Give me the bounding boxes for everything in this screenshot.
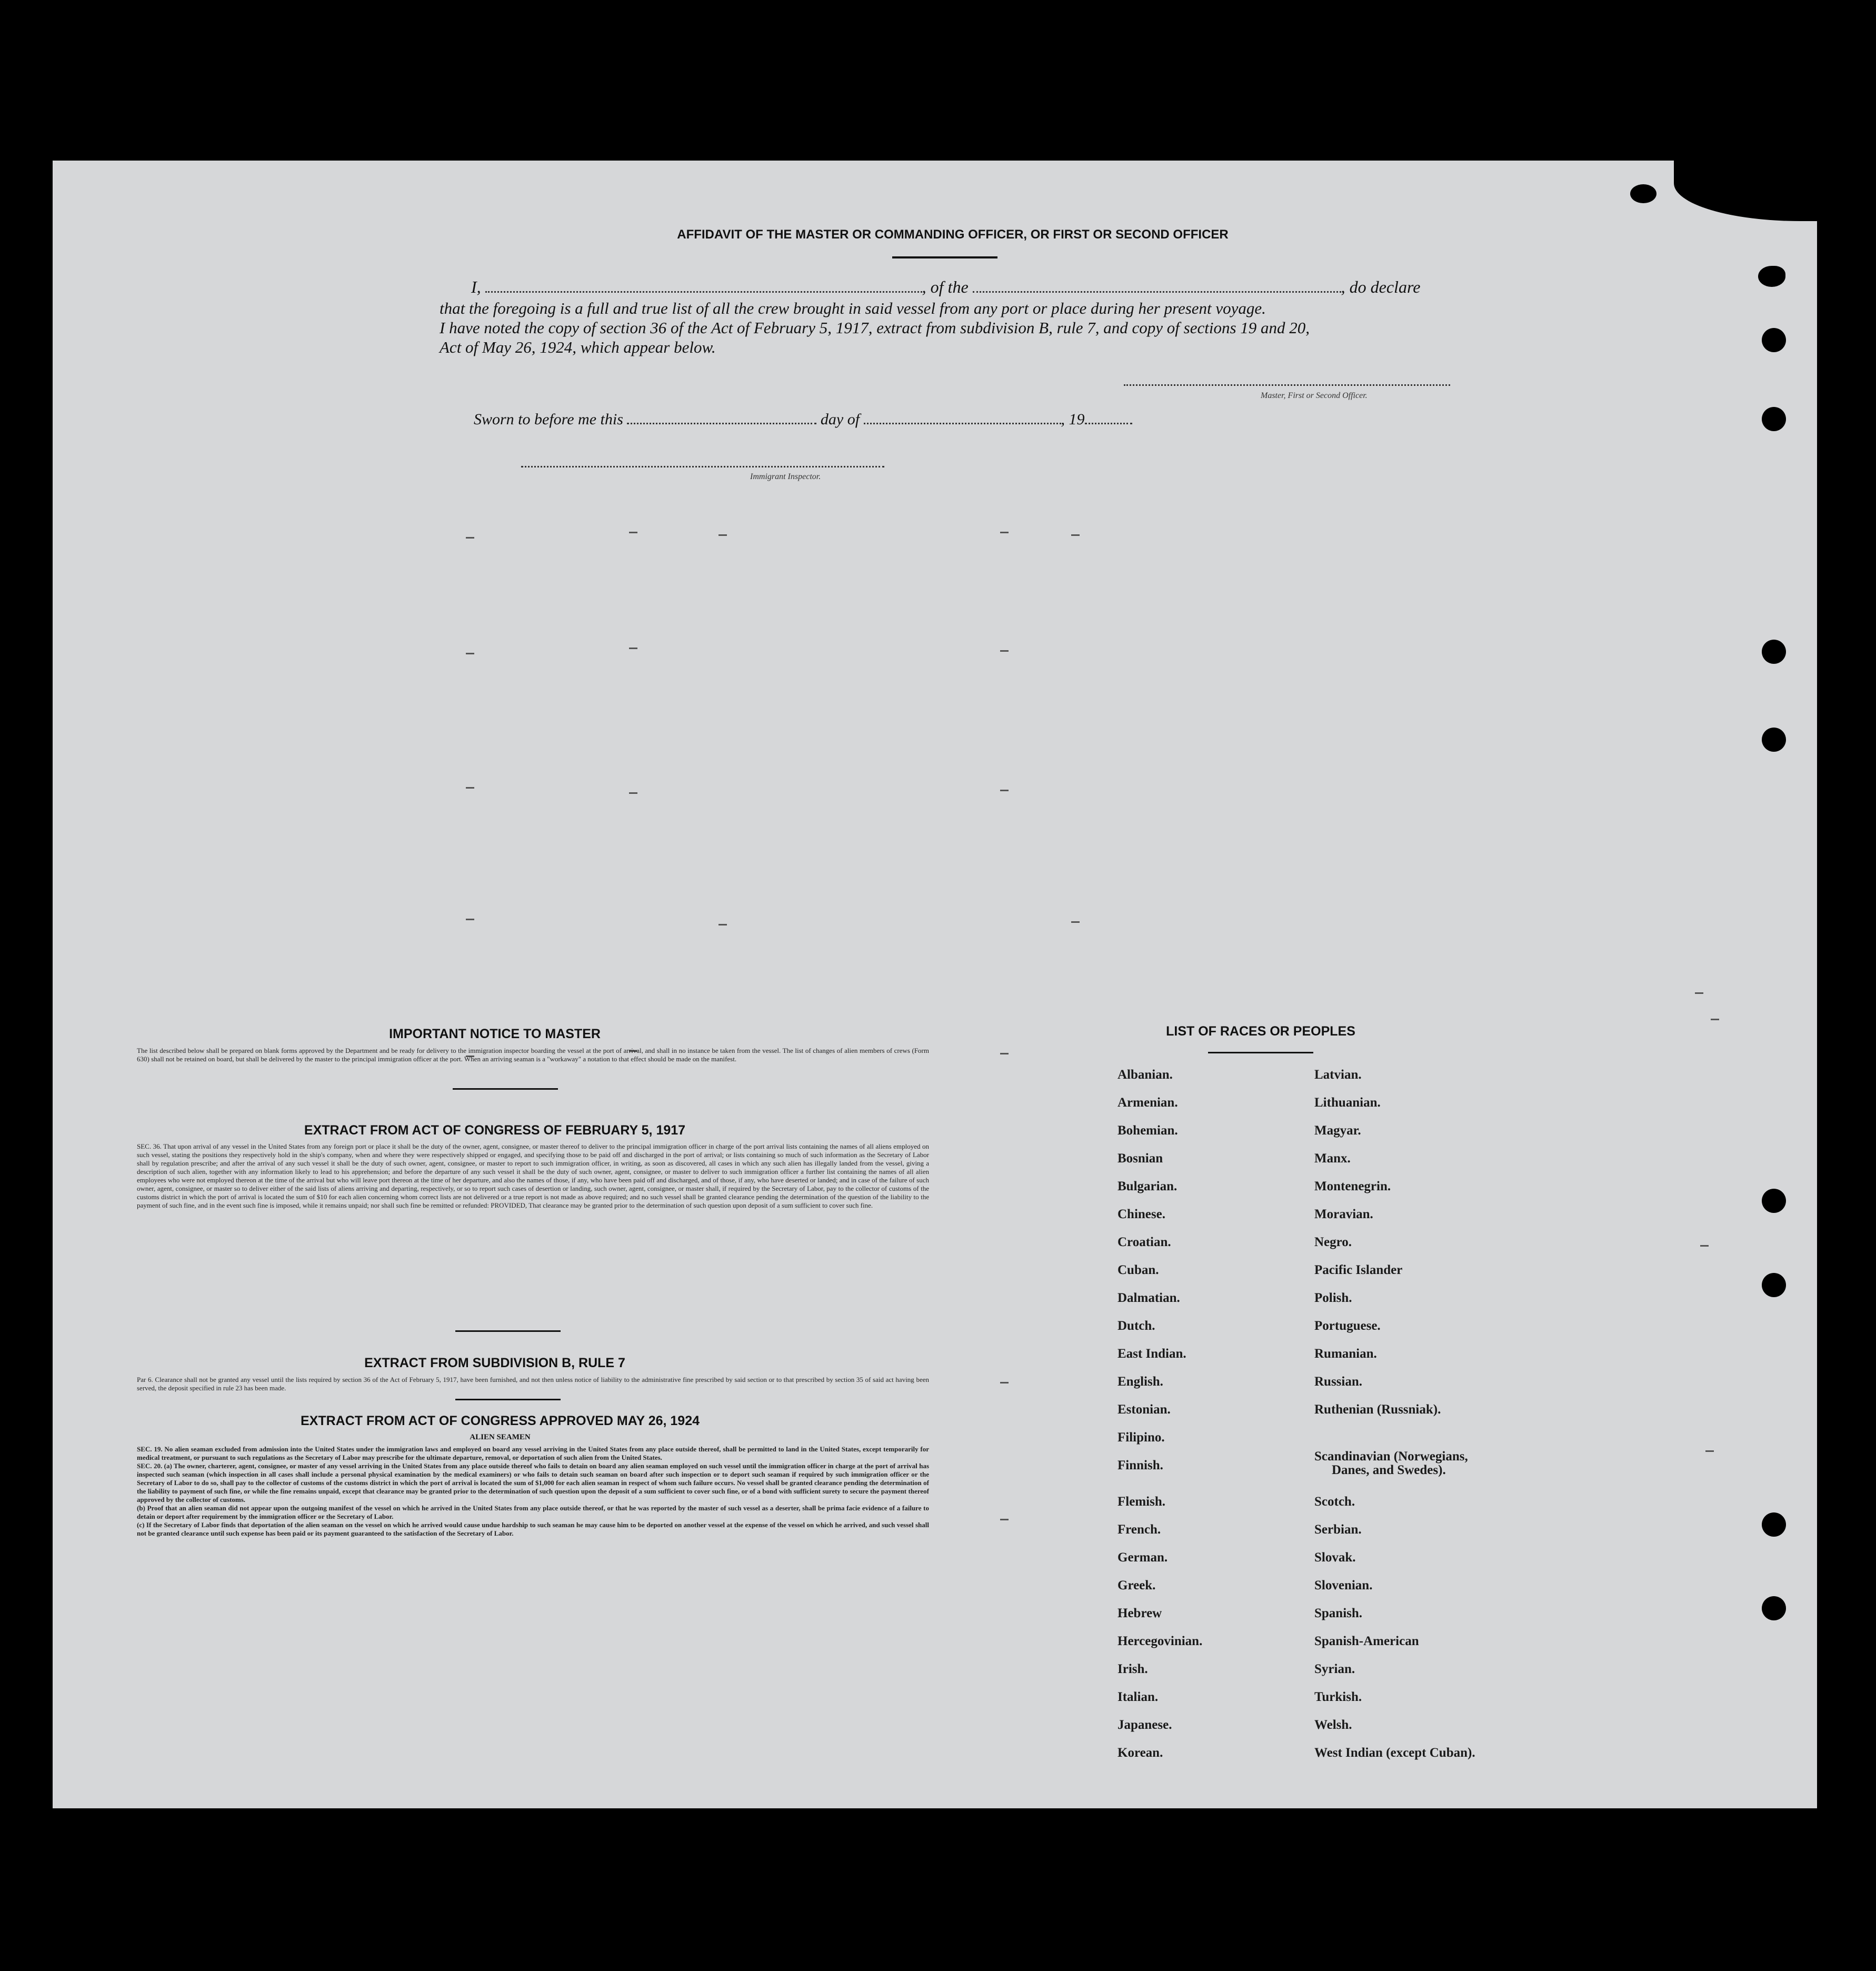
race-right-2: Lithuanian. — [1314, 1096, 1381, 1110]
race-left-17: French. — [1117, 1522, 1161, 1537]
sworn-month-blank[interactable] — [864, 423, 1061, 424]
race-left-18: German. — [1117, 1550, 1168, 1565]
race-right-25: West Indian (except Cuban). — [1314, 1746, 1475, 1760]
race-left-19: Greek. — [1117, 1578, 1156, 1592]
affidavit-title: AFFIDAVIT OF THE MASTER OR COMMANDING OFFICER, OR FIRST OR SECOND OFFICER — [677, 227, 1229, 242]
race-right-19: Slovenian. — [1314, 1578, 1373, 1592]
day-of-label: day of — [820, 411, 860, 428]
binder-hole — [1762, 1189, 1786, 1213]
race-right-5: Montenegrin. — [1314, 1179, 1391, 1193]
rule7-title: EXTRACT FROM SUBDIVISION B, RULE 7 — [364, 1356, 625, 1370]
binder-hole — [1762, 640, 1786, 664]
binder-hole — [1762, 728, 1786, 752]
torn-corner — [1630, 184, 1657, 203]
sworn-line — [474, 411, 1132, 429]
declaration-blank-line — [471, 277, 1503, 297]
form-tick — [1000, 1053, 1009, 1054]
race-left-11: East Indian. — [1117, 1347, 1186, 1361]
master-caption: Master, First or Second Officer. — [1261, 391, 1368, 400]
race-left-7: Croatian. — [1117, 1235, 1171, 1249]
race-left-14: Filipino. — [1117, 1430, 1165, 1445]
race-left-15: Finnish. — [1117, 1458, 1163, 1472]
race-left-6: Chinese. — [1117, 1207, 1165, 1221]
rule7-divider — [455, 1399, 561, 1400]
race-left-9: Dalmatian. — [1117, 1291, 1180, 1305]
word-i: I, — [471, 277, 481, 296]
form-tick — [1700, 1245, 1709, 1247]
form-tick — [1705, 1450, 1714, 1452]
race-right-15: Danes, and Swedes). — [1332, 1463, 1446, 1477]
inspector-caption: Immigrant Inspector. — [750, 472, 821, 481]
torn-corner — [1758, 266, 1785, 287]
race-left-13: Estonian. — [1117, 1402, 1171, 1417]
title-underline — [892, 256, 997, 258]
race-right-12: Russian. — [1314, 1375, 1363, 1389]
extract-1917-body: SEC. 36. That upon arrival of any vessel in the United States from any foreign port or place it shall be the duty of the owner, agent, consignee, or master thereof to deliver to the principal immigration officer in charge of the port arrival lists containing the names of all aliens employed on such vessel, stating the positions they respectively hold in the ship's company, when and where they were respectively shipped or engaged, and specifying those to be paid off and discharged in the port of arrival; or lists containing so much of such information as the Secretary of Labor shall by regulation prescribe; and after the arrival of any such vessel it shall be the duty of such owner, agent, consignee, or master to report to such immigration officer, in writing, as soon as discovered, all cases in which any such alien has illegally landed from the vessel, giving a description of such alien, together with any information likely to lead to his apprehension; and before the departure of any such vessel it shall be the duty of such owner, agent, consignee, or master to deliver to such immigration officer a further list containing the names of all alien employees who were not employed thereon at the time of the arrival but who will leave port thereon at the time of her departure, and also the names of those, if any, who have been paid off and discharged, and of those, if any, who have deserted or landed; and in case of the failure of such owner, agent, consignee, or master so to deliver either of the said lists of aliens arriving and departing, respectively, or so to report such cases of desertion or landing, such owner, agent, consignee, or master shall, if required by the Secretary of Labor, pay to the collector of customs of the customs district in which the port of arrival is located the sum of $10 for each alien concerning whom correct lists are not delivered or a true report is not made as above required; and no such vessel shall be granted clearance pending the determination of the question of the liability to the payment of such fine, and in the event such fine is imposed, while it remains unpaid; nor shall such fine be remitted or refunded: PROVIDED, That clearance may be granted prior to the determination of such question upon deposit of a sum sufficient to cover such fine. — [137, 1142, 929, 1209]
form-tick — [629, 648, 637, 649]
race-left-21: Hercegovinian. — [1117, 1634, 1203, 1648]
form-tick — [466, 919, 474, 920]
form-tick — [1000, 1519, 1009, 1520]
declaration-line-3: Act of May 26, 1924, which appear below. — [440, 338, 716, 356]
master-signature-line[interactable] — [1124, 384, 1450, 386]
form-tick — [629, 532, 637, 533]
race-left-24: Japanese. — [1117, 1718, 1172, 1732]
word-of-the: , of the — [922, 277, 969, 296]
form-tick — [466, 787, 474, 789]
race-left-4: Bosnian — [1117, 1151, 1163, 1166]
race-right-7: Negro. — [1314, 1235, 1352, 1249]
declaration-line-1: that the foregoing is a full and true list of all the crew brought in said vessel from any port or place during her present voyage. — [440, 299, 1266, 317]
race-right-1: Latvian. — [1314, 1068, 1362, 1082]
form-tick — [466, 653, 474, 654]
race-right-9: Polish. — [1314, 1291, 1352, 1305]
race-left-5: Bulgarian. — [1117, 1179, 1178, 1193]
race-left-3: Bohemian. — [1117, 1123, 1178, 1138]
race-right-13: Ruthenian (Russniak). — [1314, 1402, 1441, 1417]
race-right-21: Spanish-American — [1314, 1634, 1419, 1648]
race-right-24: Welsh. — [1314, 1718, 1352, 1732]
race-left-16: Flemish. — [1117, 1495, 1165, 1509]
race-right-11: Rumanian. — [1314, 1347, 1377, 1361]
race-right-16: Scotch. — [1314, 1495, 1355, 1509]
sworn-year-blank[interactable] — [1085, 423, 1132, 424]
race-right-3: Magyar. — [1314, 1123, 1361, 1138]
extract-1924-title: EXTRACT FROM ACT OF CONGRESS APPROVED MAY 26, 1924 — [300, 1413, 700, 1428]
form-tick — [1071, 534, 1080, 536]
word-do-declare: , do declare — [1341, 277, 1421, 296]
form-tick — [719, 534, 727, 536]
section-20c: (c) If the Secretary of Labor finds that deportation of the alien seaman on the vessel on which he arrived would cause undue hardship to such seaman he may cause him to be deported on another vessel at the expense of the vessel on which he arrived, and such vessel shall not be granted clearance until such expense has been paid or its payment guaranteed to the satisfaction of the Secretary of Labor. — [137, 1521, 929, 1537]
form-tick — [1000, 532, 1009, 533]
race-left-23: Italian. — [1117, 1690, 1159, 1704]
form-tick — [1000, 790, 1009, 791]
extract-1917-divider — [455, 1330, 561, 1332]
race-left-8: Cuban. — [1117, 1263, 1159, 1277]
race-left-20: Hebrew — [1117, 1606, 1162, 1620]
race-right-23: Turkish. — [1314, 1690, 1362, 1704]
binder-hole — [1762, 1273, 1786, 1297]
race-right-8: Pacific Islander — [1314, 1263, 1403, 1277]
race-right-22: Syrian. — [1314, 1662, 1355, 1676]
races-title: LIST OF RACES OR PEOPLES — [1166, 1024, 1355, 1039]
rule7-body: Par 6. Clearance shall not be granted any vessel until the lists required by section 36 of the Act of February 5, 1917, have been furnished, and not then unless notice of liability to the administrative fine prescribed by said section or to that prescribed by section 35 of said act having been served, the deposit specified in rule 23 has been made. — [137, 1376, 929, 1392]
year-prefix: , 19 — [1061, 411, 1085, 428]
sworn-day-blank[interactable] — [627, 423, 816, 424]
section-20b: (b) Proof that an alien seaman did not appear upon the outgoing manifest of the vessel on which he arrived in the United States from any place outside thereof, or that he was reported by the master of such vessel as a deserter, shall be prima facie evidence of a failure to detain or deport after requirement by the immigration officer or the Secretary of Labor. — [137, 1504, 929, 1520]
race-left-25: Korean. — [1117, 1746, 1163, 1760]
race-right-20: Spanish. — [1314, 1606, 1363, 1620]
race-left-22: Irish. — [1117, 1662, 1148, 1676]
race-right-4: Manx. — [1314, 1151, 1351, 1166]
section-20a: SEC. 20. (a) The owner, charterer, agent, consignee, or master of any vessel arriving in the United States from any place outside thereof who fails to detain on board any alien seaman employed on such vessel until the immigration officer in charge at the port of arrival has inspected such seaman (which inspection in all cases shall include a personal physical examination by the medical examiners) or who fails to detain such seaman on board after such inspection or to deport such seaman if required by such immigration officer or the Secretary of Labor to do so, shall pay to the collector of customs of the customs district in which the port of arrival is located the sum of $1,000 for each alien seaman in respect of whom such failure occurs. No vessel shall be granted clearance pending the determination of the liability to payment of such fine, or while the fine remains unpaid, except that clearance may be granted prior to the determination of such question upon the deposit of a sum sufficient to cover such fine, or of a bond with sufficient surety to secure the payment thereof approved by the collector of customs. — [137, 1462, 929, 1504]
binder-hole — [1762, 407, 1786, 431]
declaration-line-2: I have noted the copy of section 36 of the Act of February 5, 1917, extract from subdivision B, rule 7, and copy of sections 19 and 20, — [440, 318, 1310, 337]
race-left-12: English. — [1117, 1375, 1163, 1389]
binder-hole — [1762, 1596, 1786, 1620]
form-tick — [1000, 650, 1009, 652]
race-right-18: Slovak. — [1314, 1550, 1356, 1565]
section-19: SEC. 19. No alien seaman excluded from admission into the United States under the immigration laws and employed on board any vessel arriving in the United States from any place outside thereof, shall be permitted to land in the United States, except temporarily for medical treatment, or pursuant to such regulations as the Secretary of Labor may prescribe for the ultimate departure, removal, or deportation of such alien from the United States. — [137, 1445, 929, 1461]
form-tick — [1000, 1382, 1009, 1383]
notice-title: IMPORTANT NOTICE TO MASTER — [389, 1027, 601, 1041]
race-left-10: Dutch. — [1117, 1319, 1155, 1333]
form-tick — [1711, 1019, 1719, 1020]
race-right-17: Serbian. — [1314, 1522, 1362, 1537]
race-right-10: Portuguese. — [1314, 1319, 1381, 1333]
races-divider — [1208, 1052, 1313, 1053]
race-right-14: Scandinavian (Norwegians, — [1314, 1449, 1468, 1464]
vessel-blank[interactable] — [973, 291, 1341, 293]
race-left-1: Albanian. — [1117, 1068, 1173, 1082]
form-tick — [466, 537, 474, 539]
form-tick — [629, 792, 637, 794]
inspector-signature-line[interactable] — [521, 466, 884, 467]
race-left-2: Armenian. — [1117, 1096, 1178, 1110]
extract-1924-subtitle: ALIEN SEAMEN — [470, 1433, 531, 1441]
document-page — [53, 161, 1817, 1808]
name-blank[interactable] — [485, 291, 922, 293]
race-right-6: Moravian. — [1314, 1207, 1373, 1221]
form-tick — [1071, 921, 1080, 923]
extract-1917-title: EXTRACT FROM ACT OF CONGRESS OF FEBRUARY 5, 1917 — [304, 1123, 686, 1138]
sworn-prefix: Sworn to before me this — [474, 411, 623, 428]
notice-body: The list described below shall be prepared on blank forms approved by the Department and be ready for delivery to the immigration inspector boarding the vessel at the port of arrival, and shall in no instance be taken from the vessel. The list of changes of alien members of crews (Form 630) shall not be retained on board, but shall be delivered by the master to the principal immigration officer at the port. When an arriving seaman is a "workaway" a notation to that effect should be made on the manifest. — [137, 1047, 929, 1063]
binder-hole — [1762, 1512, 1786, 1537]
binder-hole — [1762, 328, 1786, 352]
notice-divider — [453, 1088, 558, 1090]
form-tick — [1695, 992, 1703, 994]
extract-1924-body — [137, 1445, 929, 1538]
declaration-text — [440, 298, 1503, 357]
form-tick — [719, 924, 727, 925]
